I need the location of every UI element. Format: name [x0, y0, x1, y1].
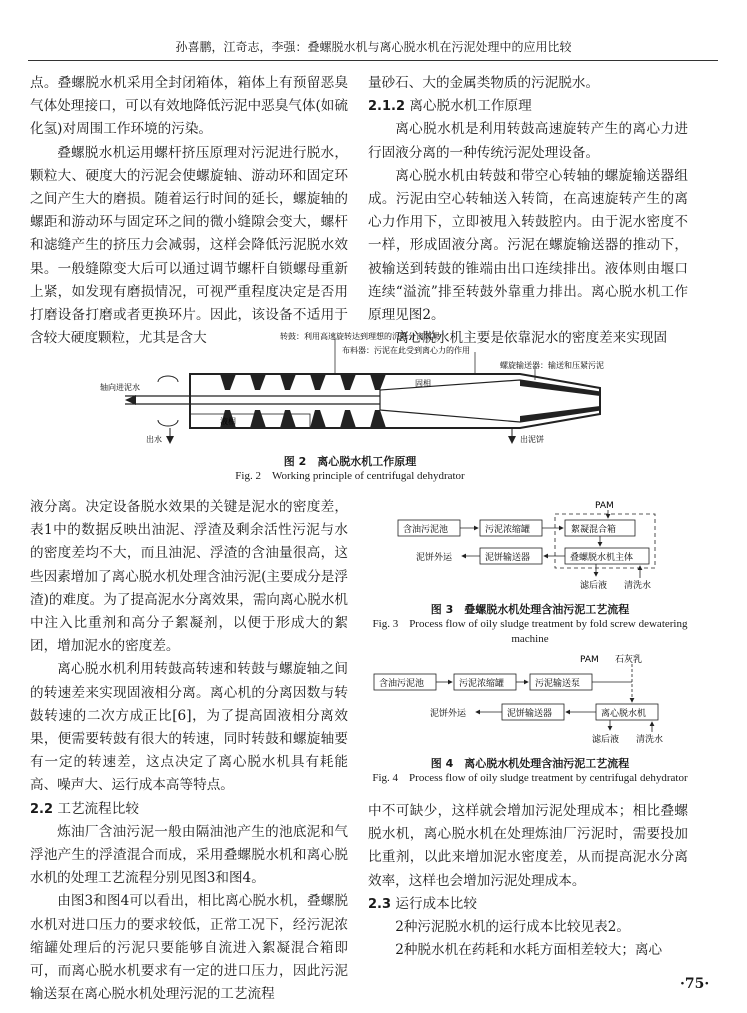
figure-2-caption: [100, 454, 600, 484]
paragraph: 中不可缺少，这样就会增加污泥处理成本；相比叠螺脱水机，离心脱水机在处理炼油厂污泥时，需要投加比重剂，以此来增加泥水密度差，从而提高泥水分离效率，这样也会增加污泥处理成本。: [368, 803, 688, 889]
solids-zone: [380, 380, 600, 422]
box-oily-sludge-pool: 含油污泥池: [403, 525, 449, 535]
paragraph: 离心脱水机是利用转鼓高速旋转产生的离心力进行固液分离的一种传统污泥处理设备。: [368, 121, 688, 161]
paragraph: 离心脱水机由转鼓和带空心转轴的螺旋输送器组成。污泥由空心转轴送入转筒，在高速旋转产生的离心力作用下，立即被甩入转鼓腔内。由于泥水密度不一样，形成固液分离。污泥在螺旋输送器的推动下，被输送到转鼓的锥端由出口连续排出。液体则由堰口连续“溢流”排至转鼓外靠重力排出。离心脱水机工作原理见图2。: [368, 167, 688, 324]
caption-en: Fig. 3 Process flow of oily sludge treatment by fold screw dewatering machine: [372, 618, 688, 645]
label-cake-out: 泥饼外运: [416, 553, 453, 563]
box-cake-conveyor: 泥饼输送器: [485, 553, 531, 563]
caption-en: Fig. 2 Working principle of centrifugal dehydrator: [235, 470, 465, 482]
caption-cn: 图 4 离心脱水机处理含油污泥工艺流程: [430, 757, 630, 770]
section-heading-2-2: [30, 798, 348, 821]
figure-3-flow: [370, 498, 690, 598]
box-flocculation-tank: 絮凝混合箱: [571, 525, 617, 535]
label-cake-out: 出泥饼: [520, 435, 544, 444]
box-thickening-tank: 污泥浓缩罐: [459, 679, 505, 689]
paragraph: 离心脱水机主要是依靠泥水的密度差来实现固: [395, 330, 668, 347]
label-cake-out: 泥饼外运: [430, 709, 467, 719]
water-outlet-arrow: [166, 436, 174, 444]
right-column-top: [368, 72, 688, 350]
paragraph: 液分离。决定设备脱水效果的关键是泥水的密度差，表1中的数据反映出油泥、浮渣及剩余活性污泥与水的密度差均不大，而且油泥、浮渣的含油量很高，这些因素增加了离心脱水机处理含油污泥(主要成分是浮渣)的难度。为了提高泥水分离效果，需向离心脱水机中注入比重剂和高分子絮凝剂，以便于形成大的絮团，增加泥水的密度差。: [30, 499, 348, 655]
caption-cn: 图 3 叠螺脱水机处理含油污泥工艺流程: [430, 603, 630, 616]
section-number: 2.1.2: [368, 99, 406, 115]
paragraph: 量砂石、大的金属类物质的污泥脱水。: [368, 75, 600, 91]
lime-label: 石灰乳: [615, 655, 643, 665]
box-cake-conveyor: 泥饼输送器: [507, 709, 553, 719]
label-water-out: 出水: [146, 435, 162, 444]
figure-4-caption: [372, 756, 688, 786]
label-wash-water: 清洗水: [624, 581, 652, 591]
box-sludge-pump: 污泥输送泵: [535, 679, 581, 689]
section-heading-2-3: [368, 893, 688, 916]
label-feed: 布料器：污泥在此受到离心力的作用: [342, 346, 470, 355]
label-filtrate: 滤后液: [580, 581, 608, 591]
label-drum: 转鼓：利用高速旋转达到理想的沉降分离效果: [280, 332, 440, 341]
paragraph: 叠螺脱水机运用螺杆挤压原理对污泥进行脱水，颗粒大、硬度大的污泥会使螺旋轴、游动环和固定环之间产生大的磨损。随着运行时间的延长，螺旋轴的螺距和游动环与固定环之间的微小缝隙会变大，螺杆和滤缝产生的挤压力会减弱，这样会降低污泥脱水效果。一般缝隙变大后可以通过调节螺杆自锁螺母重新上紧，如发现有磨损情况，可视严重程度决定是否用打磨设备打磨或者更换环片。因此，该设备不适用于含较大硬度颗粒，尤其是含大: [30, 144, 348, 347]
left-column-top: [30, 72, 348, 350]
header-rule: [28, 60, 718, 61]
paragraph: 2种污泥脱水机的运行成本比较见表2。: [395, 919, 630, 936]
section-title: 运行成本比较: [395, 895, 477, 912]
running-header: 孙喜鹏，江奇志，李强：叠螺脱水机与离心脱水机在污泥处理中的应用比较: [175, 40, 572, 54]
box-screw-press-main: 叠螺脱水机主体: [570, 553, 634, 563]
box-oily-sludge-pool: 含油污泥池: [379, 679, 425, 689]
paragraph: 离心脱水机利用转鼓高转速和转鼓与螺旋轴之间的转速差来实现固液相分离。离心机的分离因数与转鼓转速的二次方成正比[6]，为了提高固液相分离效果，便需要转鼓有很大的转速，同时转鼓和螺旋轴要有一定的转速差，这点决定了离心脱水机具有耗能高、噪声大、运行成本高等特点。: [30, 661, 348, 794]
label-solid: 固相: [415, 379, 431, 388]
caption-cn: 图 2 离心脱水机工作原理: [283, 455, 417, 468]
caption-en: Fig. 4 Process flow of oily sludge treatment by centrifugal dehydrator: [372, 772, 688, 784]
drum-shell: [190, 374, 600, 428]
section-number: 2.2: [30, 801, 54, 817]
page-number: ·75·: [680, 976, 710, 992]
paragraph: 炼油厂含油污泥一般由隔油池产生的池底泥和气浮池产生的浮渣混合而成，采用叠螺脱水机和离心脱水机的处理工艺流程分别见图3和图4。: [30, 823, 348, 887]
figure-3-caption: [372, 602, 688, 647]
pam-label: PAM: [580, 655, 599, 665]
section-number: 2.3: [368, 896, 392, 912]
paragraph: 点。叠螺脱水机采用全封闭箱体，箱体上有预留恶臭气体处理接口，可以有效地降低污泥中恶臭气体(如硫化氢)对周围工作环境的污染。: [30, 75, 348, 138]
paragraph: 2种脱水机在药耗和水耗方面相差较大；离心: [395, 942, 663, 959]
label-filtrate: 滤后液: [592, 735, 620, 745]
cake-outlet-arrow: [508, 436, 516, 444]
figure-4-flow: [370, 652, 690, 748]
label-inlet: 轴向进泥水: [100, 383, 140, 392]
left-column-middle: [30, 496, 348, 1006]
figure-2-diagram: [80, 330, 620, 448]
box-thickening-tank: 污泥浓缩罐: [485, 525, 531, 535]
box-centrifuge: 离心脱水机: [601, 709, 647, 719]
label-wash-water: 清洗水: [636, 735, 664, 745]
section-heading-2-1-2: [368, 95, 688, 118]
right-column-bottom: [368, 800, 688, 962]
pam-label: PAM: [595, 501, 614, 511]
label-conveyor: 螺旋输送器：输送和压紧污泥: [500, 361, 604, 370]
label-liquid: 液相: [220, 417, 236, 426]
paragraph: 由图3和图4可以看出，相比离心脱水机，叠螺脱水机对进口压力的要求较低，正常工况下，经污泥浓缩罐处理后的污泥只要能够自流进入絮凝混合箱即可，而离心脱水机要求有一定的进口压力，因此污泥输送泵在离心脱水机处理污泥的工艺流程: [30, 893, 348, 1003]
section-title: 离心脱水机工作原理: [409, 98, 532, 115]
section-title: 工艺流程比较: [57, 800, 139, 817]
